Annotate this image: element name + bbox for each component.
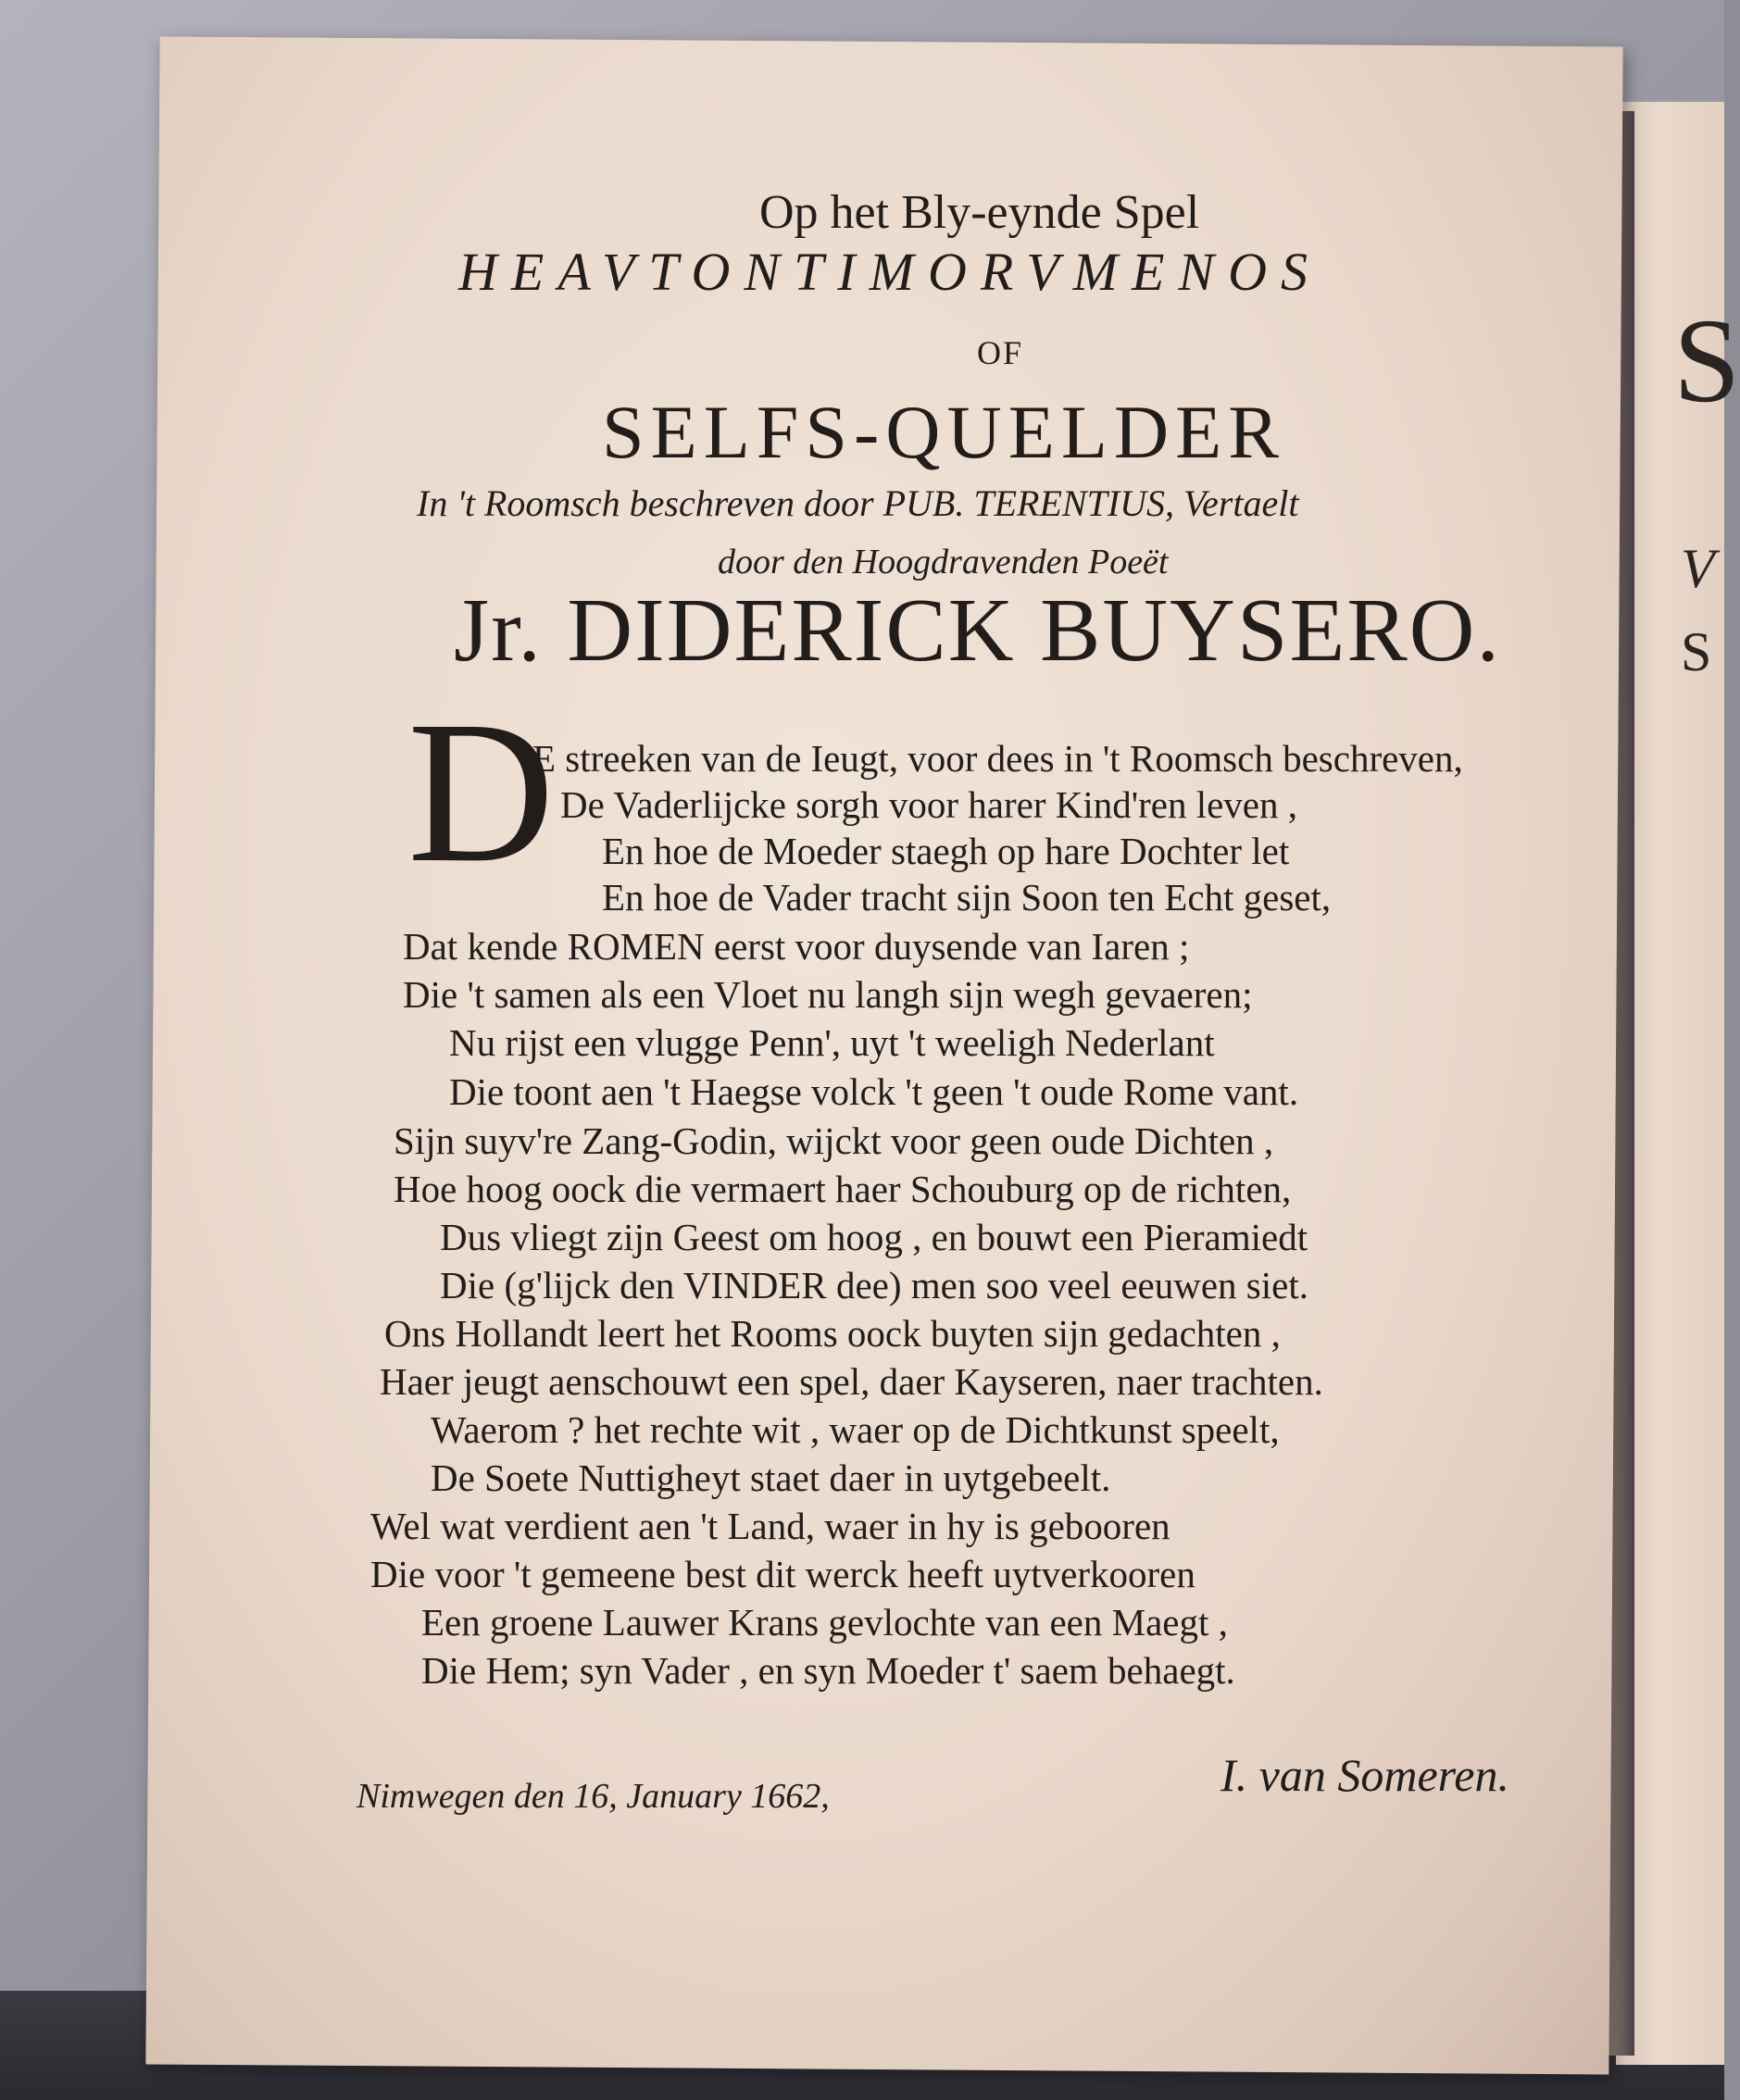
poem-line: Die (g'lijck den VINDER dee) men soo veel eeuwen siet. [440,1264,1308,1306]
poem-line: Die toont aen 't Haegse volck 't geen 't oude Rome vant. [449,1070,1299,1113]
facing-page-letter-3: S [1681,621,1712,682]
poem-dropcap: D [407,679,555,905]
poem-line: Waerom ? het rechte wit , waer op de Dichtkunst speelt, [431,1408,1280,1451]
poem-line: Nu rijst een vlugge Penn', uyt 't weeligh Nederlant [449,1021,1215,1064]
heading-line-1: Op het Bly-eynde Spel [759,186,1200,239]
poem-line: Haer jeugt aenschouwt een spel, daer Kayseren, naer trachten. [380,1360,1323,1403]
heading-title-latin: HEAVTONTIMORVMENOS [458,242,1321,302]
poem-line: Een groene Lauwer Krans gevlochte van een Maegt , [421,1601,1228,1644]
poem-line: Die Hem; syn Vader , en syn Moeder t' saem behaegt. [421,1649,1235,1692]
poem-line: De Vaderlijcke sorgh voor harer Kind'ren leven , [560,783,1297,826]
poem-line: Ons Hollandt leert het Rooms oock buyten sijn gedachten , [384,1312,1281,1355]
poem-line: De Soete Nuttigheyt staet daer in uytgebeelt. [431,1456,1111,1499]
heading-author: Jr. DIDERICK BUYSERO. [454,581,1501,681]
poem-line: Die voor 't gemeene best dit werck heeft uytverkooren [370,1553,1195,1595]
signature: I. van Someren. [1221,1749,1509,1801]
heading-of: OF [977,334,1024,371]
poem-line: Die 't samen als een Vloet nu langh sijn wegh gevaeren; [403,973,1253,1016]
facing-page-letter: S [1673,294,1740,428]
place-and-date: Nimwegen den 16, January 1662, [357,1777,830,1816]
poem-line: En hoe de Moeder staegh op hare Dochter let [602,830,1290,872]
heading-title-dutch: SELFS-QUELDER [602,390,1285,474]
poem-line: Sijn suyv're Zang-Godin, wijckt voor geen oude Dichten , [394,1119,1274,1162]
heading-subtitle-1: In 't Roomsch beschreven door PUB. TERENTIUS, Vertaelt [417,482,1299,524]
poem-line: Hoe hoog oock die vermaert haer Schouburg op de richten, [394,1168,1292,1210]
facing-page-letter-2: V [1681,538,1715,599]
poem-line: Dus vliegt zijn Geest om hoog , en bouwt een Pieramiedt [440,1216,1308,1258]
heading-subtitle-2: door den Hoogdravenden Poeët [718,543,1169,581]
poem-line: Dat kende ROMEN eerst voor duysende van Iaren ; [403,925,1190,968]
poem-line: En hoe de Vader tracht sijn Soon ten Echt geset, [602,876,1332,919]
poem-line: Wel wat verdient aen 't Land, waer in hy is gebooren [370,1505,1170,1547]
poem-line: E streeken van de Ieugt, voor dees in 't Roomsch beschreven, [532,737,1463,780]
